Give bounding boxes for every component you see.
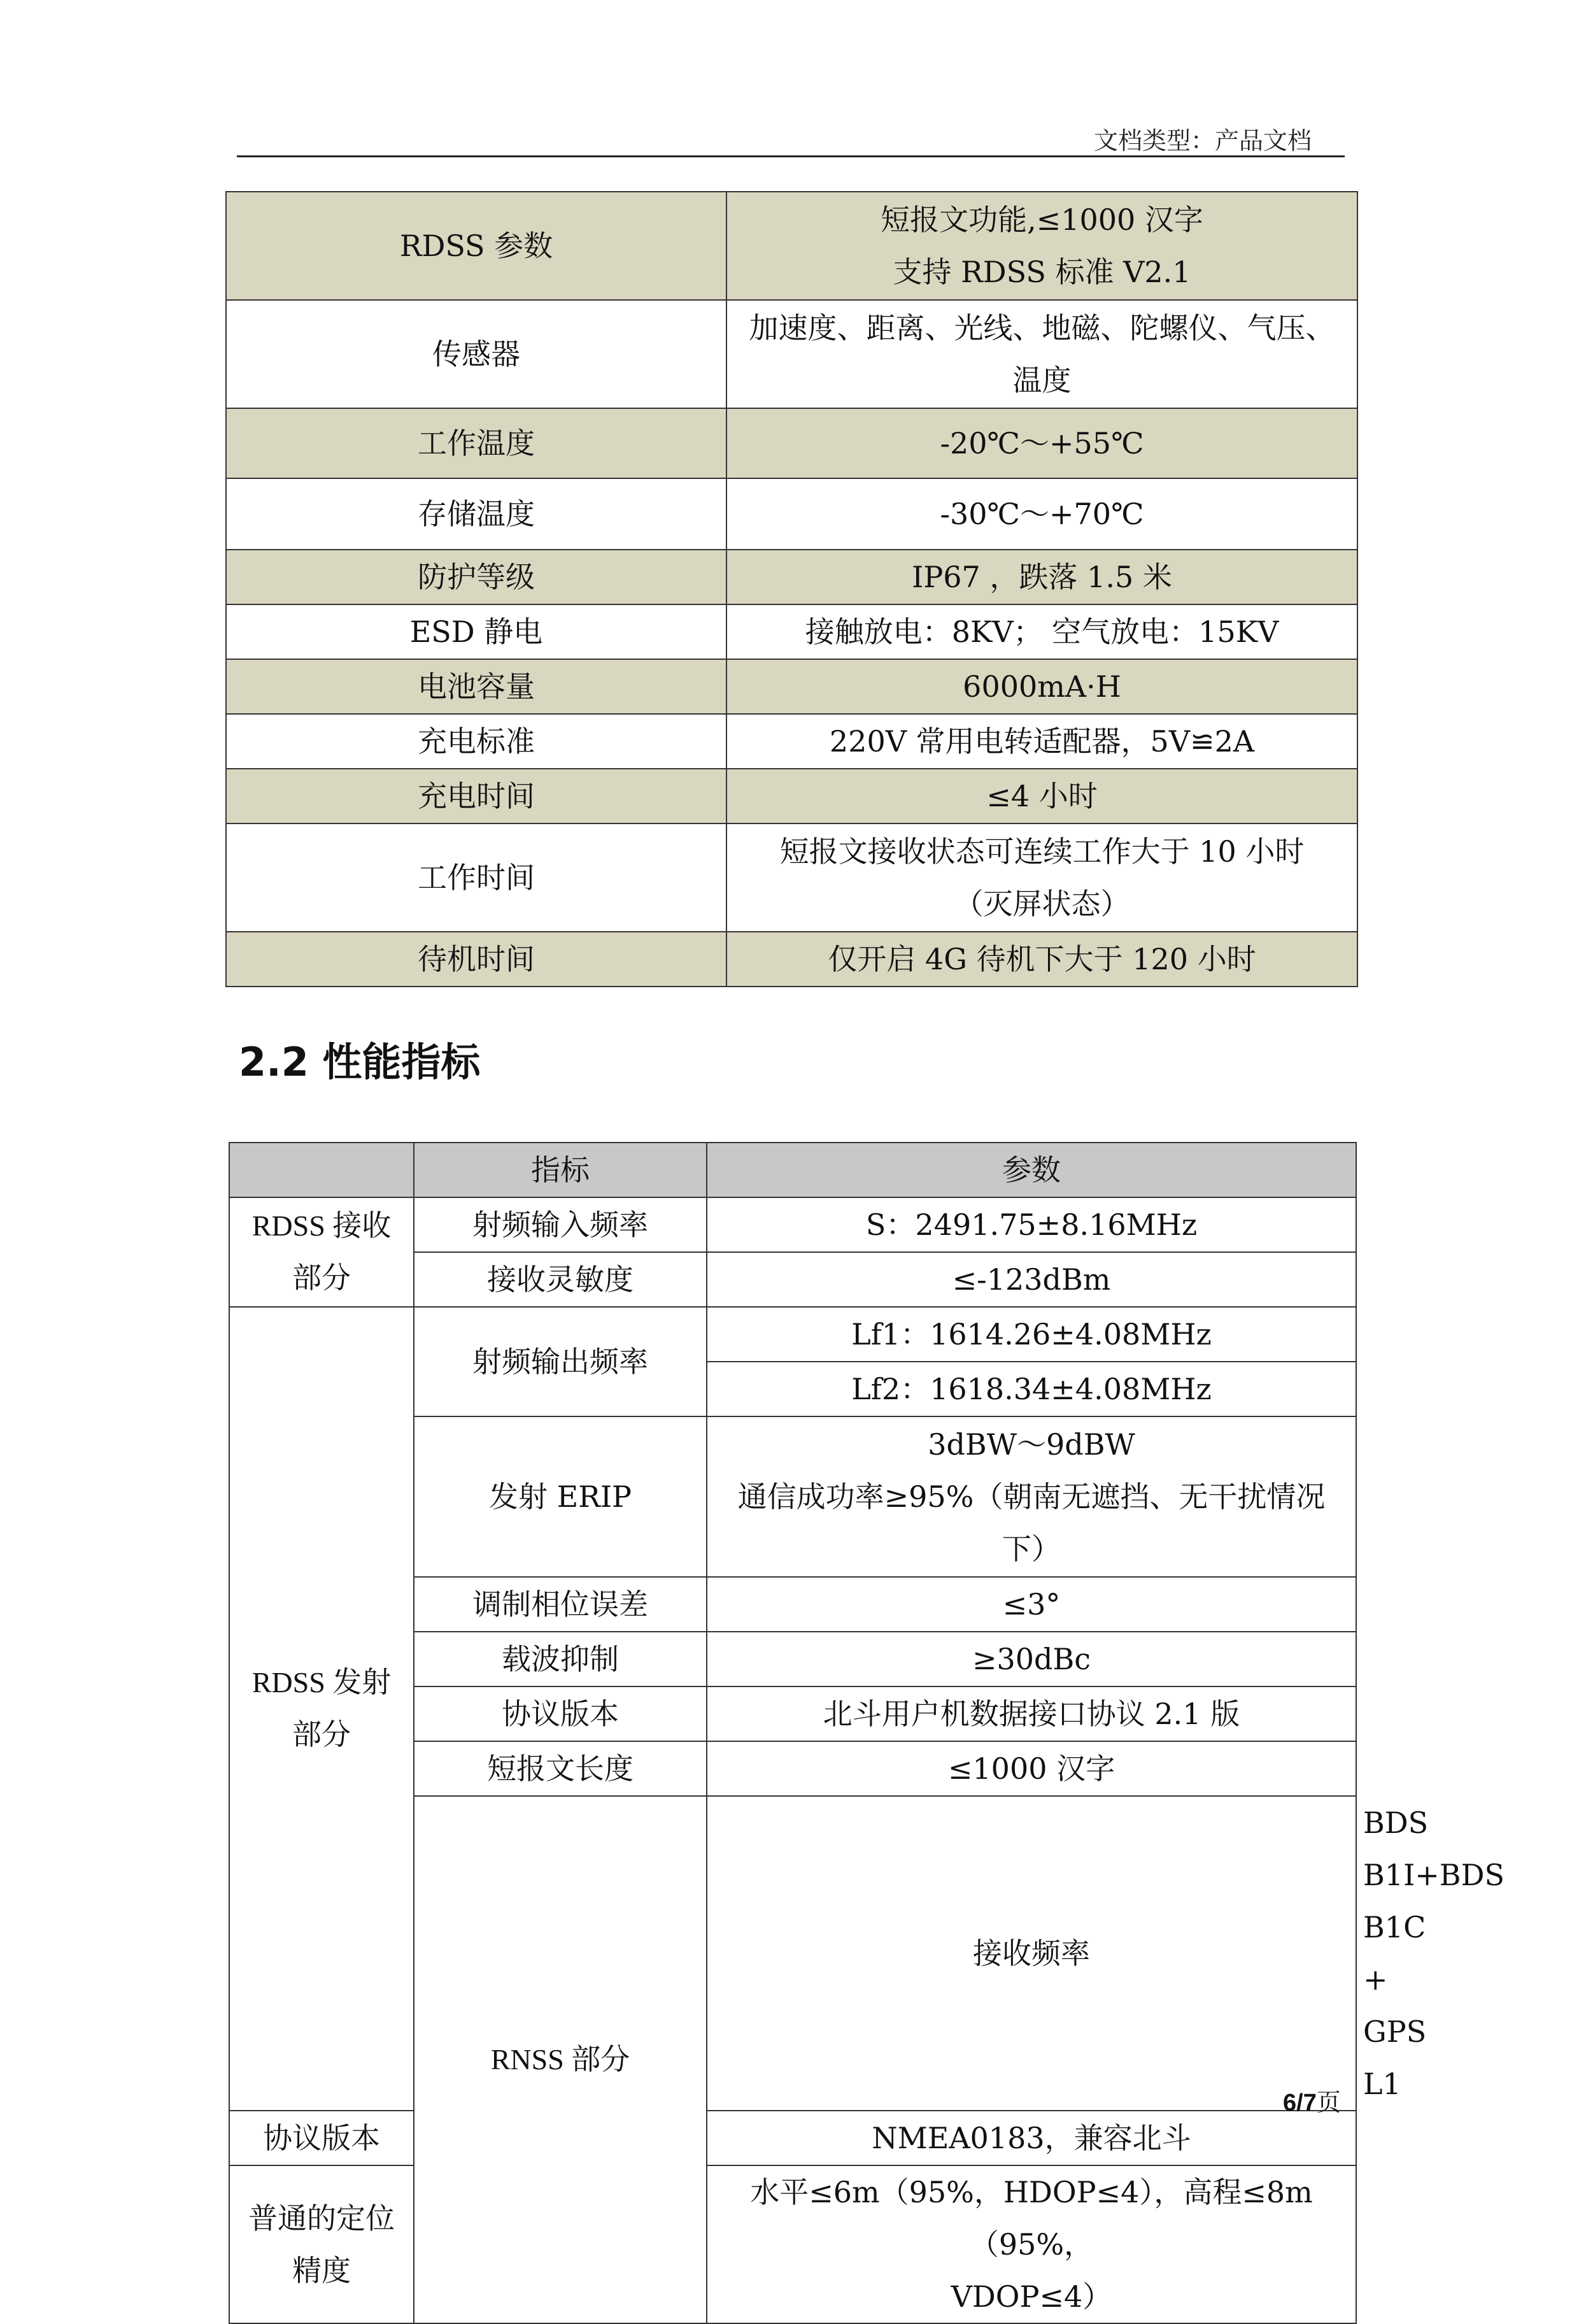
item-cell: 协议版本	[229, 2111, 414, 2165]
value-cell: ≤3°	[707, 1577, 1356, 1632]
group-label	[229, 1197, 414, 1307]
page-header	[237, 116, 1345, 157]
page-footer	[1283, 2083, 1341, 2118]
group-label	[414, 1796, 707, 2323]
section-title: 2.2 性能指标	[239, 1039, 481, 1085]
spec-label: ESD 静电	[226, 604, 726, 659]
spec-value	[726, 823, 1357, 932]
item-cell: 接收频率	[707, 1796, 1356, 2111]
spec-value-line: （灭屏状态）	[954, 887, 1130, 921]
table-row	[226, 659, 1357, 714]
spec-value: IP67 ，跌落 1.5 米	[726, 550, 1357, 604]
item-cell: 发射 ERIP	[414, 1416, 707, 1577]
value-cell: ≥30dBc	[707, 1632, 1356, 1686]
spec-value-line: 短报文接收状态可连续工作大于 10 小时	[779, 834, 1305, 869]
value-line: 3dBW～9dBW	[928, 1427, 1135, 1462]
table-row	[226, 769, 1357, 823]
table-row	[229, 1197, 1356, 1252]
table-row: RNSS 部分 接收频率 BDS B1I+BDS B1C + GPS L1	[229, 1796, 1356, 2111]
column-header: 指标	[414, 1143, 707, 1197]
value-cell: Lf1：1614.26±4.08MHz	[707, 1307, 1356, 1362]
table-row	[226, 714, 1357, 769]
spec-value: 仅开启 4G 待机下大于 120 小时	[726, 932, 1357, 987]
page-number: 6/7	[1283, 2090, 1317, 2116]
item-cell: 射频输出频率	[414, 1307, 707, 1416]
spec-label: 工作时间	[226, 823, 726, 932]
spec-label: 电池容量	[226, 659, 726, 714]
value-cell	[707, 1416, 1356, 1577]
table-row	[226, 932, 1357, 987]
spec-value-line: 支持 RDSS 标准 V2.1	[893, 255, 1191, 289]
spec-label: 传感器	[226, 300, 726, 408]
table-row	[226, 300, 1357, 408]
value-cell: Lf2：1618.34±4.08MHz	[707, 1362, 1356, 1416]
spec-value: 接触放电：8KV； 空气放电：15KV	[726, 604, 1357, 659]
table-row	[229, 2165, 1356, 2323]
group-label	[229, 1307, 414, 2111]
table-header-row	[229, 1143, 1356, 1197]
page-suffix: 页	[1316, 2088, 1341, 2116]
value-line: 水平≤6m（95%，HDOP≤4），高程≤8m（95%，	[750, 2175, 1313, 2262]
spec-value: -20℃～+55℃	[726, 408, 1357, 478]
table-row	[226, 192, 1357, 300]
spec-value-line: 温度	[1012, 363, 1072, 397]
spec-label: 防护等级	[226, 550, 726, 604]
spec-label: 待机时间	[226, 932, 726, 987]
spec-value: -30℃～+70℃	[726, 478, 1357, 550]
spec-value	[726, 192, 1357, 300]
spec-value: ≤4 小时	[726, 769, 1357, 823]
table-row	[226, 408, 1357, 478]
value-cell: ≤1000 汉字	[707, 1741, 1356, 1796]
value-cell: NMEA0183，兼容北斗	[707, 2111, 1356, 2165]
value-cell: S：2491.75±8.16MHz	[707, 1197, 1356, 1252]
group-label-line: RDSS 接收	[251, 1209, 392, 1242]
table-row	[226, 604, 1357, 659]
spec-table	[225, 191, 1358, 987]
doc-type-label: 文档类型：产品文档	[1093, 127, 1312, 155]
group-label-line: RNSS 部分	[490, 2043, 630, 2076]
table-row	[229, 2111, 1356, 2165]
column-header: 参数	[707, 1143, 1356, 1197]
item-cell: 短报文长度	[414, 1741, 707, 1796]
item-cell: 普通的定位精度	[229, 2165, 414, 2323]
spec-value-line: 加速度、距离、光线、地磁、陀螺仪、气压、	[749, 311, 1335, 345]
item-cell: 协议版本	[414, 1686, 707, 1741]
spec-label: 工作温度	[226, 408, 726, 478]
value-line: 下）	[1002, 1532, 1061, 1566]
table-row	[226, 478, 1357, 550]
item-cell: 接收灵敏度	[414, 1252, 707, 1307]
performance-table	[229, 1142, 1505, 2324]
table-row	[226, 550, 1357, 604]
value-cell: ≤-123dBm	[707, 1252, 1356, 1307]
value-cell	[707, 2165, 1356, 2323]
column-header	[229, 1143, 414, 1197]
value-cell: 北斗用户机数据接口协议 2.1 版	[707, 1686, 1356, 1741]
spec-value: 6000mA·H	[726, 659, 1357, 714]
spec-value: 220V 常用电转适配器，5V≌2A	[726, 714, 1357, 769]
group-label-line: 部分	[292, 1718, 351, 1751]
spec-label: RDSS 参数	[226, 192, 726, 300]
item-cell: 射频输入频率	[414, 1197, 707, 1252]
value-line: VDOP≤4）	[951, 2279, 1112, 2314]
group-label-line: 部分	[292, 1262, 351, 1294]
table-row	[229, 1307, 1356, 1362]
spec-value	[726, 300, 1357, 408]
table-row	[226, 823, 1357, 932]
group-label-line: RDSS 发射	[251, 1666, 392, 1699]
spec-label: 充电时间	[226, 769, 726, 823]
item-cell: 载波抑制	[414, 1632, 707, 1686]
item-cell: 调制相位误差	[414, 1577, 707, 1632]
spec-value-line: 短报文功能,≤1000 汉字	[881, 203, 1203, 237]
spec-label: 充电标准	[226, 714, 726, 769]
value-line: 通信成功率≥95%（朝南无遮挡、无干扰情况	[737, 1479, 1326, 1514]
spec-label: 存储温度	[226, 478, 726, 550]
